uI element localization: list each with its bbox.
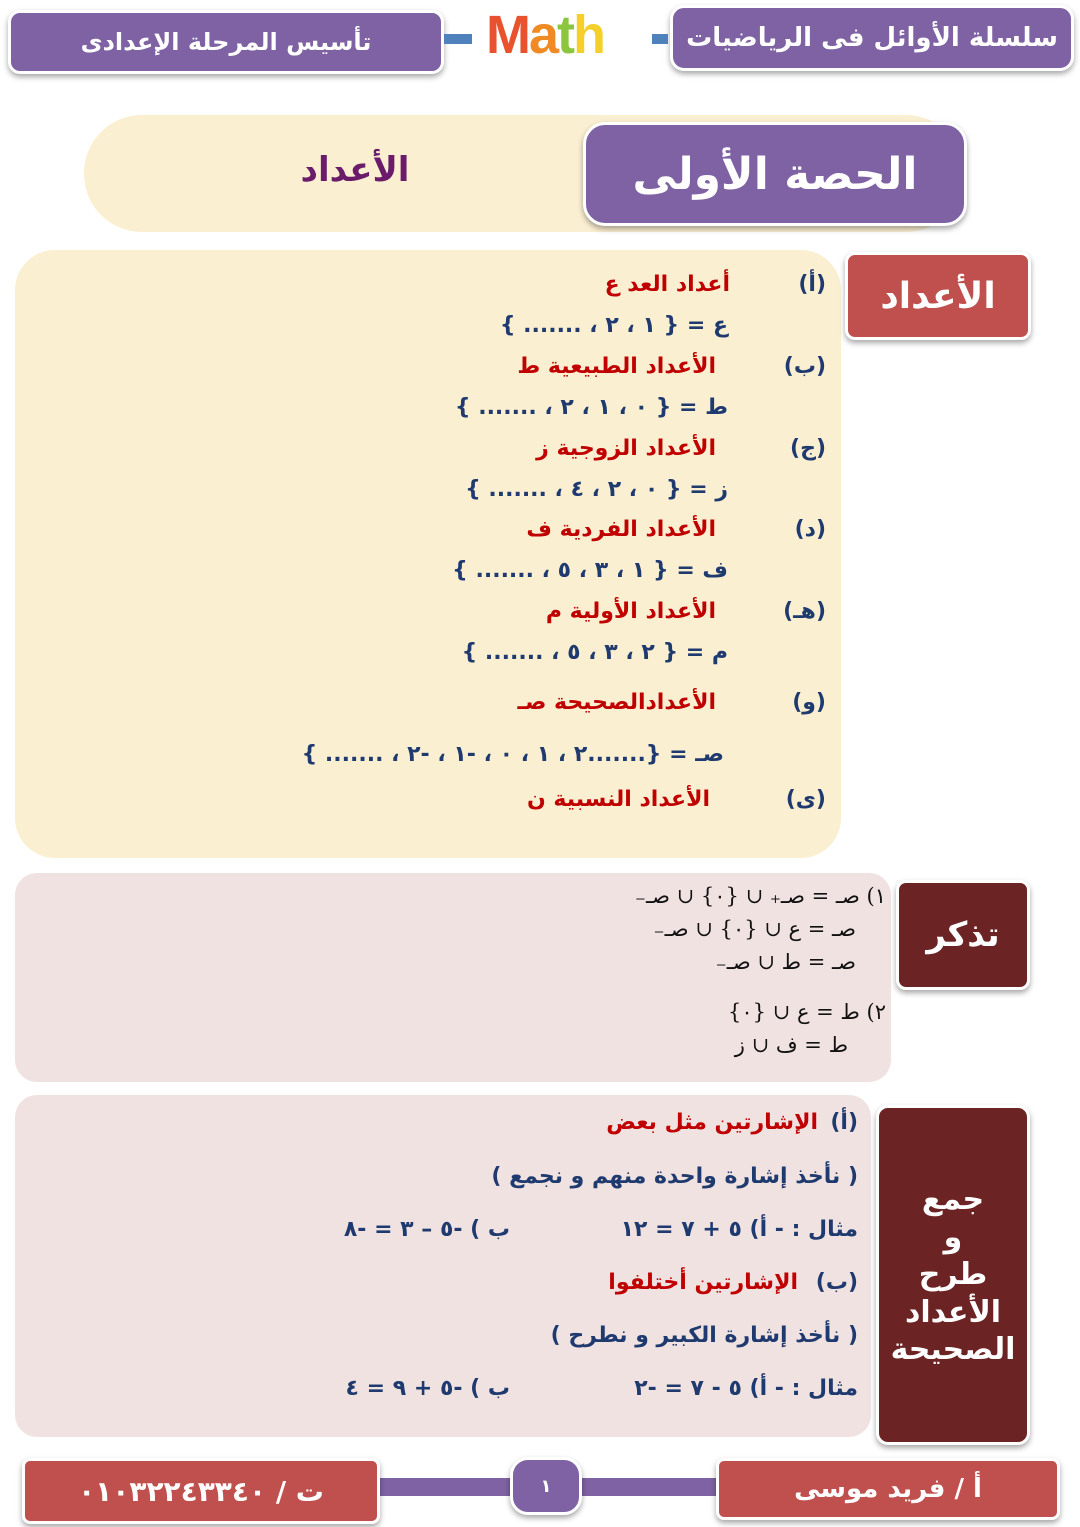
- math-logo: Math: [486, 5, 605, 65]
- case-rule: ( نأخذ إشارة الكبير و نطرح ): [550, 1323, 858, 1348]
- remember-line: صـ = ط ∪ صـ₋: [715, 950, 856, 974]
- item-name: أعداد العد ع: [604, 272, 730, 297]
- item-label: (و): [792, 690, 826, 715]
- case-title: الإشارتين مثل بعض: [606, 1110, 818, 1135]
- remember-line: صـ = ع ∪ {٠} ∪ صـ₋: [653, 917, 856, 941]
- addsub-heading-line: جمع: [921, 1182, 985, 1218]
- item-label: (أ): [798, 272, 826, 297]
- example: مثال : - أ) ٥ - ٧ = -٢: [634, 1376, 858, 1401]
- item-set: م = { ٢ ، ٣ ، ٥ ، ....... }: [461, 640, 728, 665]
- case-label: (أ): [830, 1110, 858, 1135]
- item-label: (ب): [783, 354, 826, 379]
- addsub-heading-line: الأعداد: [904, 1294, 1002, 1330]
- header-connector-left: [444, 34, 472, 44]
- item-name: الأعداد الطبيعية ط: [517, 354, 716, 379]
- remember-heading-box: [896, 880, 1030, 990]
- lesson-title: الحصة الأولى: [632, 148, 918, 200]
- numbers-heading-box: [845, 252, 1031, 340]
- lesson-title-box: [583, 122, 967, 226]
- case-label: (ب): [815, 1270, 858, 1295]
- item-label: (ج): [790, 436, 826, 461]
- item-set: ع = { ١ ، ٢ ، ....... }: [499, 313, 728, 338]
- item-name: الأعداد الأولية م: [545, 599, 716, 624]
- page-number-badge: [510, 1457, 582, 1515]
- header-connector-right: [652, 34, 668, 44]
- lesson-topic: الأعداد: [300, 150, 410, 190]
- numbers-heading: الأعداد: [880, 275, 996, 317]
- phone-number: ت / ٠١٠٣٢٢٤٣٣٤٠: [78, 1474, 324, 1508]
- example: ب ) -٥ – ٣ = -٨: [343, 1217, 510, 1242]
- case-rule: ( نأخذ إشارة واحدة منهم و نجمع ): [491, 1164, 858, 1189]
- teacher-box: [716, 1458, 1060, 1520]
- series-title: سلسلة الأوائل فى الرياضيات: [686, 23, 1058, 53]
- item-set: ف = { ١ ، ٣ ، ٥ ، ....... }: [452, 558, 728, 583]
- item-name: الأعداد الزوجية ز: [536, 436, 716, 461]
- addsub-heading-box: [876, 1105, 1030, 1445]
- item-set: ط = { ٠ ، ١ ، ٢ ، ....... }: [454, 395, 728, 420]
- addsub-heading-line: طرح: [918, 1257, 988, 1293]
- item-label: (هـ): [783, 599, 826, 624]
- phone-box: [22, 1458, 380, 1524]
- item-name: الأعدادالصحيحة صـ: [517, 690, 716, 715]
- series-title-box: [670, 5, 1074, 71]
- stage-title-box: [8, 10, 444, 74]
- addsub-heading-line: الصحيحة: [890, 1332, 1016, 1368]
- item-set: صـ = {.......٢ ، ١ ، ٠ ، -١ ، -٢ ، ....... }: [301, 742, 724, 767]
- remember-line: ١) صـ = صـ₊ ∪ {٠} ∪ صـ₋: [634, 884, 886, 908]
- page-number: ١: [540, 1475, 552, 1497]
- example: مثال : - أ) ٥ + ٧ = ١٢: [620, 1217, 858, 1242]
- remember-line: ٢) ط = ع ∪ {٠}: [727, 1000, 886, 1024]
- item-name: الأعداد الفردية ف: [526, 517, 716, 542]
- item-name: الأعداد النسبية ن: [526, 787, 710, 812]
- remember-line: ط = ف ∪ ز: [734, 1033, 848, 1057]
- remember-heading: تذكر: [926, 915, 1000, 955]
- item-label: (ى): [785, 787, 826, 812]
- case-title: الإشارتين أختلفوا: [608, 1270, 798, 1295]
- stage-title: تأسيس المرحلة الإعدادى: [80, 28, 372, 56]
- item-label: (د): [794, 517, 826, 542]
- addsub-heading-line: و: [943, 1219, 963, 1255]
- teacher-name: أ / فريد موسى: [794, 1474, 982, 1504]
- example: ب ) -٥ + ٩ = ٤: [345, 1376, 510, 1401]
- item-set: ز = { ٠ ، ٢ ، ٤ ، ....... }: [465, 477, 728, 502]
